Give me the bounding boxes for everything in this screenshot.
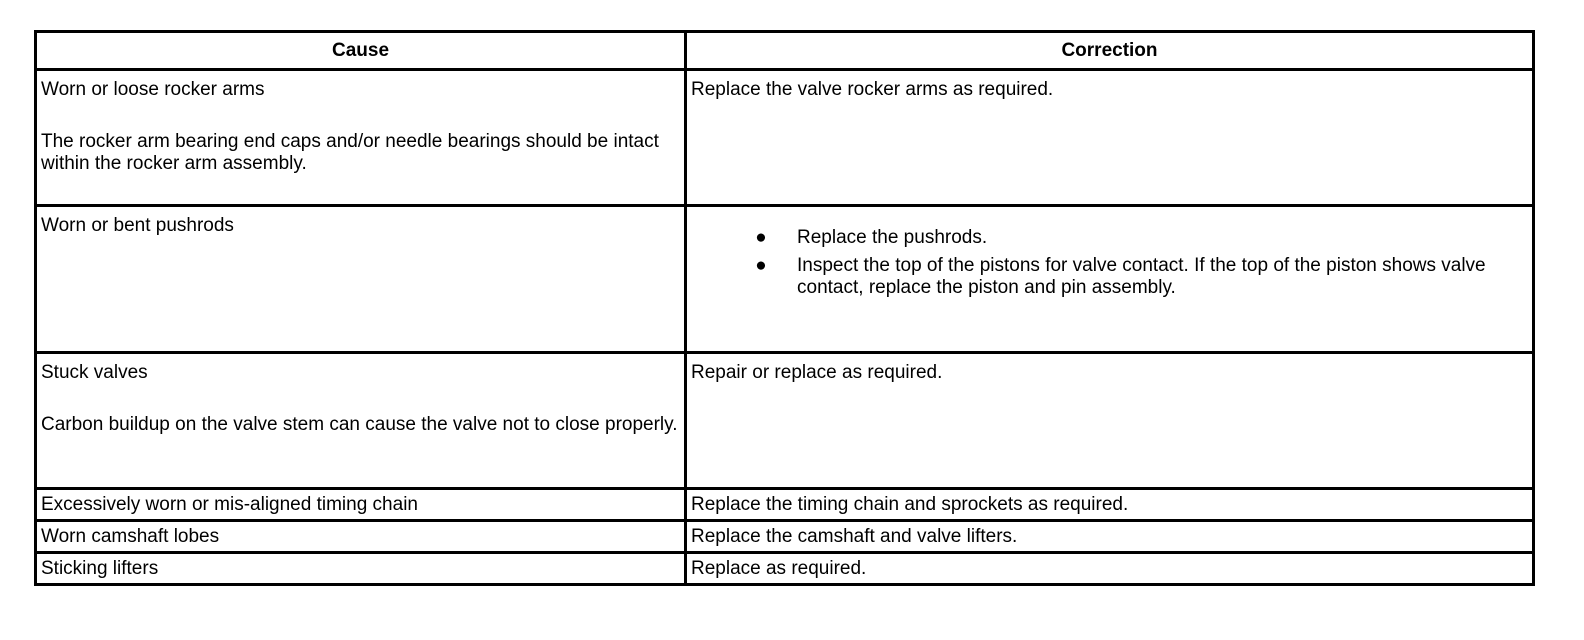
correction-bullet-list <box>691 227 1528 299</box>
cause-text: Worn camshaft lobes <box>41 526 220 547</box>
cause-cell <box>36 70 686 206</box>
correction-cell <box>686 206 1534 353</box>
table-row <box>36 353 1534 489</box>
cause-text: Worn or bent pushrods <box>41 215 234 236</box>
correction-cell <box>686 521 1534 553</box>
correction-cell <box>686 553 1534 585</box>
cause-cell <box>36 353 686 489</box>
correction-text: Repair or replace as required. <box>691 362 943 383</box>
table-row <box>36 521 1534 553</box>
table-header-row <box>36 32 1534 70</box>
cause-cell <box>36 553 686 585</box>
table-row <box>36 553 1534 585</box>
cause-cell <box>36 521 686 553</box>
correction-cell <box>686 70 1534 206</box>
correction-bullet-text: Replace the pushrods. <box>797 227 988 248</box>
bullet-icon: ● <box>755 255 767 276</box>
table-row <box>36 206 1534 353</box>
cause-text: Excessively worn or mis-aligned timing chain <box>41 494 418 515</box>
cause-text: Worn or loose rocker arms <box>41 79 265 100</box>
correction-bullet-text: Inspect the top of the pistons for valve contact. If the top of the piston shows valve contact, replace the piston and pin assembly. <box>797 255 1486 298</box>
cause-cell <box>36 489 686 521</box>
cause-text: Stuck valves <box>41 362 148 383</box>
correction-bullet-item <box>691 255 1528 299</box>
cause-text: Sticking lifters <box>41 558 159 579</box>
cause-column-header: Cause <box>36 32 686 70</box>
correction-bullet-item <box>691 227 1528 249</box>
bullet-icon: ● <box>755 227 767 248</box>
cause-note: The rocker arm bearing end caps and/or needle bearings should be intact within the rocker arm assembly. <box>41 131 659 174</box>
correction-cell <box>686 353 1534 489</box>
correction-cell <box>686 489 1534 521</box>
correction-text: Replace the valve rocker arms as required. <box>691 79 1054 100</box>
cause-cell <box>36 206 686 353</box>
correction-text: Replace the camshaft and valve lifters. <box>691 526 1018 547</box>
cause-note: Carbon buildup on the valve stem can cause the valve not to close properly. <box>41 414 678 435</box>
correction-text: Replace the timing chain and sprockets as required. <box>691 494 1129 515</box>
correction-column-header: Correction <box>686 32 1534 70</box>
cause-correction-table <box>34 30 1535 586</box>
table-row <box>36 489 1534 521</box>
correction-text: Replace as required. <box>691 558 867 579</box>
table-row <box>36 70 1534 206</box>
